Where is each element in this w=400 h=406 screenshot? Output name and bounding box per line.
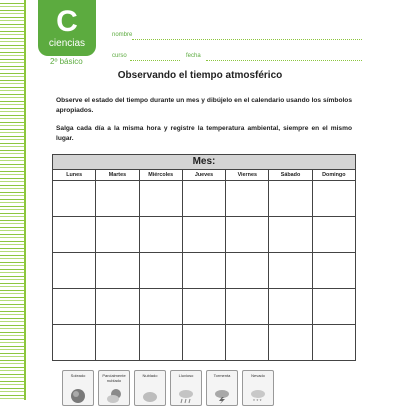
calendar-day-cell[interactable] [269, 289, 312, 324]
calendar-week-row [53, 217, 355, 253]
calendar-day-cell[interactable] [313, 289, 355, 324]
snow-icon [250, 388, 266, 404]
legend-label: Tormenta [213, 373, 231, 378]
svg-text:* * *: * * * [253, 399, 262, 404]
calendar-day-cell[interactable] [269, 181, 312, 216]
weekday-label: Domingo [322, 172, 346, 178]
instruction-paragraph-1: Observe el estado del tiempo durante un mes y dibújelo en el calendario usando los símbolos apropiados. [56, 97, 352, 114]
date-label: fecha [186, 53, 201, 59]
weekday-label: Lunes [53, 170, 96, 180]
calendar-day-cell[interactable] [183, 253, 226, 288]
calendar-day-cell[interactable] [53, 253, 96, 288]
legend-label: Soleado [70, 373, 86, 378]
calendar-day-cell[interactable] [183, 289, 226, 324]
calendar-day-cell[interactable] [53, 217, 96, 252]
sun-icon [70, 388, 86, 404]
weekday-label: Viernes [226, 170, 269, 180]
calendar-grid [52, 154, 356, 361]
date-field[interactable] [206, 60, 362, 61]
calendar-day-cell[interactable] [183, 217, 226, 252]
legend-card-rainy [170, 370, 202, 406]
calendar-day-cell[interactable] [226, 181, 269, 216]
badge-subject: ciencias [48, 38, 86, 49]
legend-card-storm [206, 370, 238, 406]
name-field[interactable] [132, 39, 362, 40]
weekday-label: Jueves [183, 170, 226, 180]
calendar-day-cell[interactable] [96, 289, 139, 324]
legend-label: Lluvioso [178, 373, 194, 378]
instruction-paragraph-2: Salga cada día a la misma hora y registre la temperatura ambiental, siempre en el mismo lugar. [56, 125, 352, 142]
calendar-day-cell[interactable] [140, 253, 183, 288]
course-label: curso [112, 53, 127, 59]
calendar-day-cell[interactable] [269, 217, 312, 252]
name-label: nombre [112, 32, 133, 38]
calendar-day-cell[interactable] [269, 325, 312, 360]
calendar-day-cell[interactable] [140, 325, 183, 360]
calendar-day-cell[interactable] [53, 181, 96, 216]
weekday-label: Miércoles [140, 170, 183, 180]
calendar-day-cell[interactable] [140, 289, 183, 324]
calendar-day-cell[interactable] [269, 253, 312, 288]
legend-card-snow [242, 370, 274, 406]
calendar-day-cell[interactable] [183, 325, 226, 360]
calendar-week-row [53, 181, 355, 217]
cloud-icon [142, 388, 158, 404]
course-field[interactable] [130, 60, 180, 61]
calendar-day-cell[interactable] [313, 325, 355, 360]
calendar-week-row [53, 289, 355, 325]
weather-symbol-legend [62, 370, 274, 406]
legend-label: Nublado [142, 373, 158, 378]
calendar-day-cell[interactable] [313, 253, 355, 288]
calendar-day-cell[interactable] [313, 217, 355, 252]
calendar-day-cell[interactable] [183, 181, 226, 216]
calendar-week-row [53, 325, 355, 360]
calendar-day-cell[interactable] [96, 217, 139, 252]
grade-label: 2º básico [50, 57, 83, 66]
legend-card-cloudy [134, 370, 166, 406]
partly-cloudy-icon [106, 388, 122, 404]
weekday-label: Sábado [269, 170, 312, 180]
calendar-day-cell[interactable] [140, 181, 183, 216]
legend-label: Nevado [251, 373, 265, 378]
calendar-day-cell[interactable] [96, 181, 139, 216]
subject-badge [38, 0, 96, 56]
weekday-header-row [53, 170, 355, 181]
calendar-day-cell[interactable] [226, 289, 269, 324]
calendar-day-cell[interactable] [53, 289, 96, 324]
storm-icon [214, 388, 230, 404]
calendar-day-cell[interactable] [313, 181, 355, 216]
calendar-day-cell[interactable] [226, 217, 269, 252]
notebook-edge-decoration [0, 0, 26, 400]
calendar-day-cell[interactable] [140, 217, 183, 252]
weekday-label: Martes [96, 170, 139, 180]
badge-letter: C [56, 5, 78, 38]
legend-label: Parcialmente nublado [102, 373, 126, 383]
calendar-month-header: Mes: [53, 155, 355, 170]
page-title: Observando el tiempo atmosférico [117, 70, 283, 81]
legend-card-sunny [62, 370, 94, 406]
calendar-week-row [53, 253, 355, 289]
rain-icon [178, 388, 194, 404]
calendar-day-cell[interactable] [226, 253, 269, 288]
calendar-day-cell[interactable] [96, 253, 139, 288]
calendar-day-cell[interactable] [226, 325, 269, 360]
calendar-day-cell[interactable] [96, 325, 139, 360]
legend-card-partly-cloudy [98, 370, 130, 406]
calendar-day-cell[interactable] [53, 325, 96, 360]
